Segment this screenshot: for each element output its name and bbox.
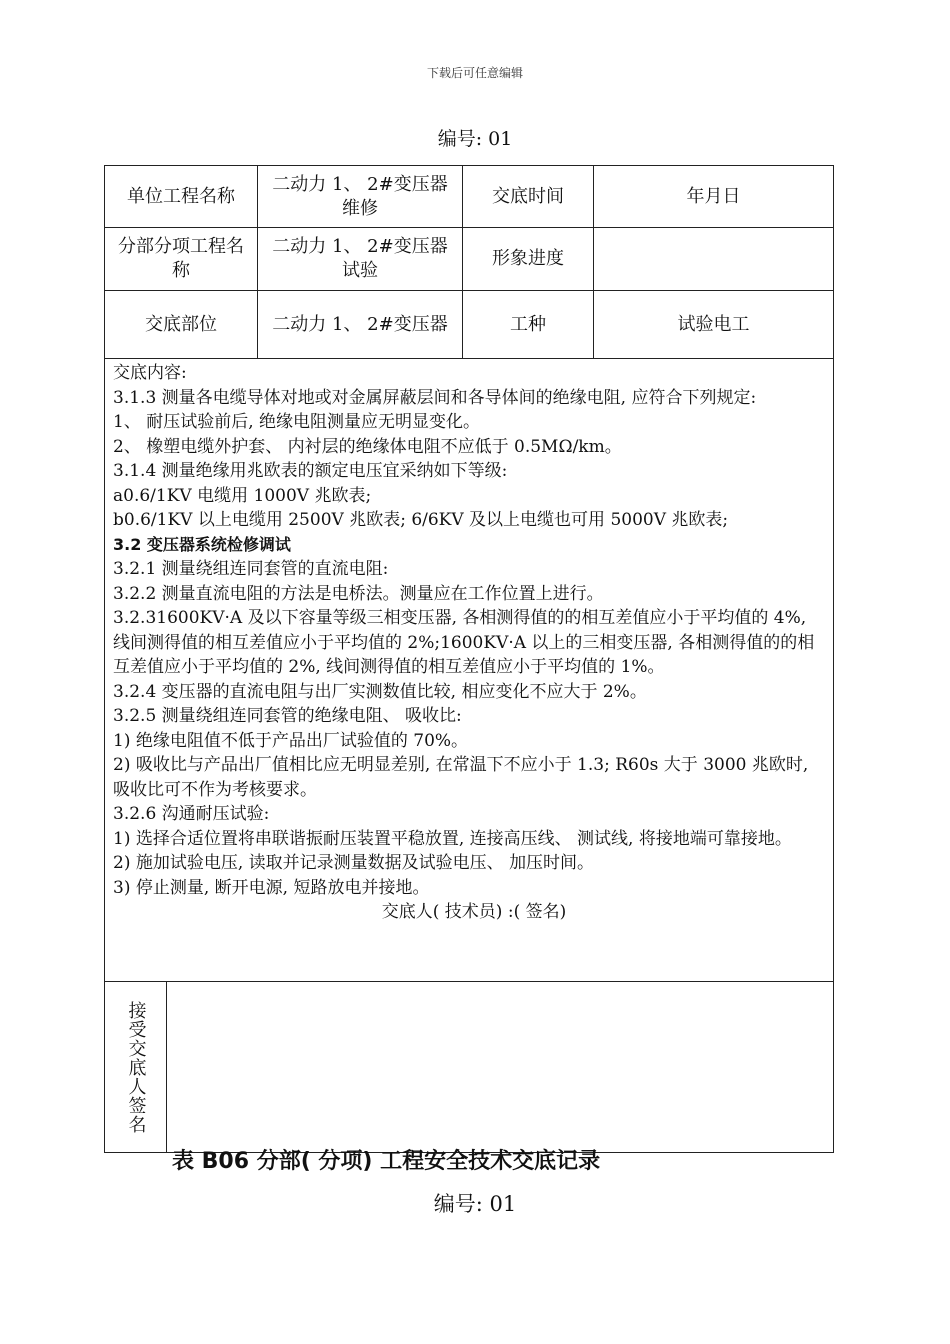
table-row: [105, 228, 834, 291]
content-line: 2) 施加试验电压, 读取并记录测量数据及试验电压、 加压时间。: [113, 853, 595, 873]
content-line: 1、 耐压试验前后, 绝缘电阻测量应无明显变化。: [113, 412, 481, 432]
section-heading: 3.2 变压器系统检修调试: [113, 534, 291, 554]
progress-label: 形象进度: [463, 228, 594, 291]
content-line: 1) 绝缘电阻值不低于产品出厂试验值的 70%。: [113, 730, 469, 751]
content-line: 3.2.5 测量绕组连同套管的绝缘电阻、 吸收比:: [113, 706, 462, 726]
content-row: [105, 359, 834, 982]
content-line: 3.2.6 沟通耐压试验:: [113, 804, 270, 824]
content-line: b0.6/1KV 以上电缆用 2500V 兆欧表; 6/6KV 及以上电缆也可用 5000V 兆欧表;: [113, 510, 729, 530]
unit-project-value: 二动力 1、 2#变压器维修: [258, 166, 463, 228]
progress-value: [594, 228, 834, 291]
footer-serial-number: 编号: 01: [433, 1192, 517, 1216]
content-line: 3.2.2 测量直流电阻的方法是电桥法。测量应在工作位置上进行。: [113, 583, 604, 604]
content-line: 3.2.4 变压器的直流电阻与出厂实测数值比较, 相应变化不应大于 2%。: [113, 681, 647, 702]
form-title: 表 B06 分部( 分项) 工程安全技术交底记录: [172, 1149, 601, 1174]
content-line: 1) 选择合适位置将串联谐振耐压装置平稳放置, 连接高压线、 测试线, 将接地端可靠接地。: [113, 828, 792, 849]
content-line: 3.2.1 测量绕组连同套管的直流电阻:: [113, 559, 389, 579]
content-line: 3) 停止测量, 断开电源, 短路放电并接地。: [113, 877, 430, 898]
content-line: 2、 橡塑电缆外护套、 内衬层的绝缘体电阻不应低于 0.5MΩ/km。: [113, 436, 622, 457]
handover-content: [105, 359, 834, 982]
unit-project-label: 单位工程名称: [105, 166, 258, 228]
content-line: 交底内容:: [113, 363, 187, 383]
receiver-signature-label: [105, 982, 167, 1153]
handover-part-value: 二动力 1、 2#变压器: [258, 291, 463, 359]
handover-part-label: 交底部位: [105, 291, 258, 359]
table-row: [105, 291, 834, 359]
content-line: 3.1.4 测量绝缘用兆欧表的额定电压宜采纳如下等级:: [113, 461, 508, 481]
handover-time-value: 年月日: [594, 166, 834, 228]
subproject-label: 分部分项工程名称: [105, 228, 258, 291]
receiver-signature-label-text: 接受交底人签名: [125, 1000, 147, 1134]
receive-row: [105, 982, 834, 1153]
table-row: [105, 166, 834, 228]
handover-record-table: [104, 165, 834, 1153]
serial-number: 编号: 01: [437, 128, 513, 150]
content-line: a0.6/1KV 电缆用 1000V 兆欧表;: [113, 485, 372, 506]
receiver-signature-field[interactable]: [167, 982, 834, 1153]
trade-label: 工种: [463, 291, 594, 359]
content-line: 3.2.31600KV·A 及以下容量等级三相变压器, 各相测得值的的相互差值应小于平均值的 4%, 线间测得值的相互差值应小于平均值的 2%;1600KV·A 以上的三相变压器, 各相测得值的的相互差值应小于平均值的 2%, 线间测得值的相互差值应小于平均值的 1%。: [113, 608, 815, 677]
subproject-value: 二动力 1、 2#变压器试验: [258, 228, 463, 291]
handover-time-label: 交底时间: [463, 166, 594, 228]
content-line: 2) 吸收比与产品出厂值相比应无明显差别, 在常温下不应小于 1.3; R60s 大于 3000 兆欧时, 吸收比可不作为考核要求。: [113, 755, 809, 800]
handover-signature: 交底人( 技术员) :( 签名): [381, 902, 567, 922]
content-line: 3.1.3 测量各电缆导体对地或对金属屏蔽层间和各导体间的绝缘电阻, 应符合下列规定:: [113, 387, 757, 408]
top-note: 下载后可任意编辑: [426, 66, 523, 80]
trade-value: 试验电工: [594, 291, 834, 359]
